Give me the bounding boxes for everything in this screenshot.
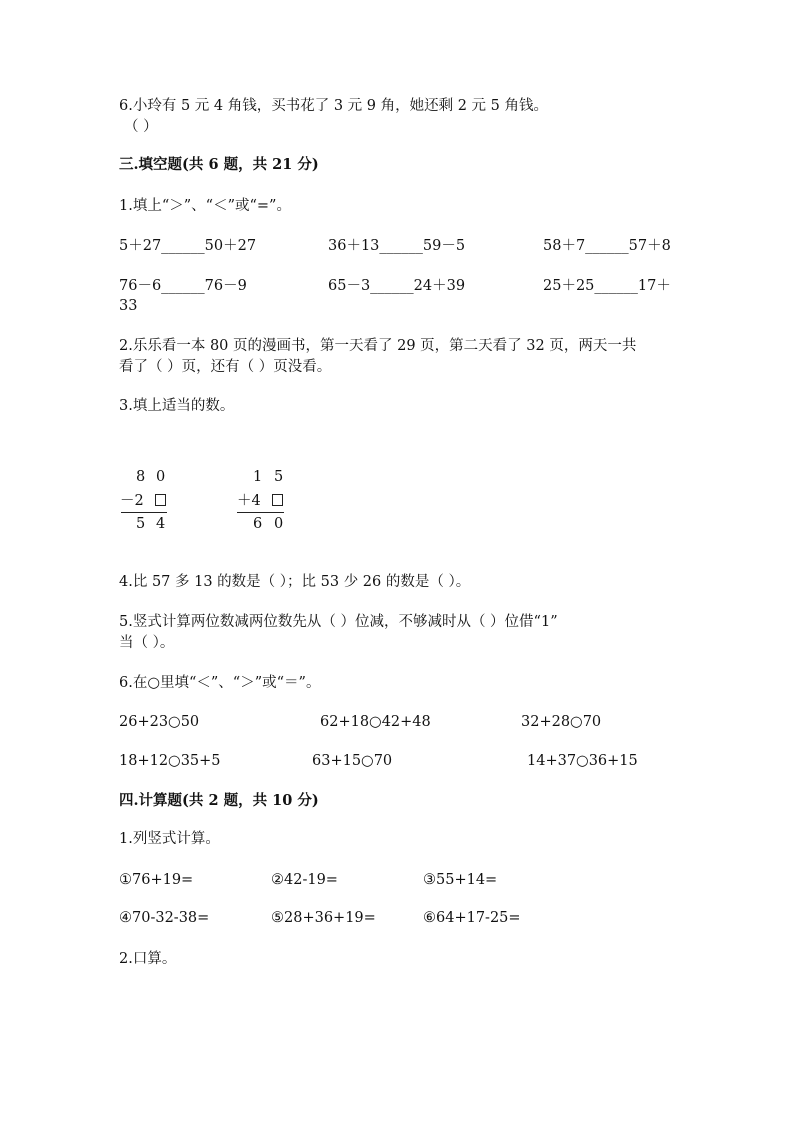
sum-line bbox=[121, 512, 167, 513]
compare-item[interactable]: 25＋25______17＋ bbox=[543, 278, 671, 294]
s4-question-1-text: 1.列竖式计算。 bbox=[119, 831, 220, 847]
digit: 8 bbox=[136, 469, 146, 485]
vertical-calc-item[interactable]: ⑤28+36+19= bbox=[271, 910, 376, 926]
compare-item[interactable]: 36＋13______59－5 bbox=[328, 238, 466, 254]
vertical-addition bbox=[236, 470, 296, 530]
section-4-title: 四.计算题(共 2 题，共 10 分) bbox=[119, 792, 319, 809]
circle-compare-item[interactable]: 26+23○50 bbox=[119, 714, 200, 730]
vertical-calc-item[interactable]: ④70-32-38= bbox=[119, 910, 210, 926]
circle-compare-item[interactable]: 18+12○35+5 bbox=[119, 753, 221, 769]
vertical-subtraction bbox=[118, 470, 178, 530]
vertical-calc-item[interactable]: ③55+14= bbox=[423, 872, 498, 888]
vertical-calc-item[interactable]: ②42-19= bbox=[271, 872, 338, 888]
operator-digit: －2 bbox=[120, 493, 144, 509]
circle-compare-item[interactable]: 63+15○70 bbox=[312, 753, 393, 769]
digit: 1 bbox=[253, 469, 263, 485]
vertical-calc-item[interactable]: ⑥64+17-25= bbox=[423, 910, 521, 926]
sum-line bbox=[237, 512, 284, 513]
operator-digit: ＋4 bbox=[237, 493, 261, 509]
circle-compare-item[interactable]: 62+18○42+48 bbox=[320, 714, 431, 730]
circle-compare-item[interactable]: 32+28○70 bbox=[521, 714, 602, 730]
s3-question-2-line2[interactable]: 看了（ ）页，还有（ ）页没看。 bbox=[119, 359, 332, 375]
digit: 0 bbox=[274, 516, 284, 532]
answer-box[interactable] bbox=[272, 494, 283, 506]
s4-question-2-text: 2.口算。 bbox=[119, 951, 177, 967]
s3-question-4-text[interactable]: 4.比 57 多 13 的数是（ ）；比 53 少 26 的数是（ ）。 bbox=[119, 574, 471, 590]
compare-item[interactable]: 65－3______24＋39 bbox=[328, 278, 466, 294]
vertical-calc-item[interactable]: ①76+19= bbox=[119, 872, 194, 888]
s3-question-5-line1[interactable]: 5.竖式计算两位数减两位数先从（ ）位减，不够减时从（ ）位借“1” bbox=[119, 614, 558, 630]
section-3-title: 三.填空题(共 6 题，共 21 分) bbox=[119, 156, 319, 173]
digit: 5 bbox=[136, 516, 146, 532]
digit: 6 bbox=[253, 516, 263, 532]
s3-question-2-line1: 2.乐乐看一本 80 页的漫画书，第一天看了 29 页，第二天看了 32 页，两天一共 bbox=[119, 338, 637, 354]
answer-box[interactable] bbox=[155, 494, 166, 506]
circle-compare-item[interactable]: 14+37○36+15 bbox=[527, 753, 638, 769]
s3-question-3-text: 3.填上适当的数。 bbox=[119, 398, 235, 414]
s3-question-6-text: 6.在○里填“＜”、“＞”或“＝”。 bbox=[119, 675, 321, 691]
compare-item-wrap: 33 bbox=[119, 298, 138, 314]
compare-item[interactable]: 5＋27______50＋27 bbox=[119, 238, 257, 254]
s3-question-5-line2[interactable]: 当（ ）。 bbox=[119, 635, 175, 651]
digit: 5 bbox=[274, 469, 284, 485]
s3-question-1-text: 1.填上“＞”、“＜”或“=”。 bbox=[119, 198, 291, 214]
compare-item[interactable]: 76－6______76－9 bbox=[119, 278, 247, 294]
digit: 4 bbox=[156, 516, 166, 532]
compare-item[interactable]: 58＋7______57＋8 bbox=[543, 238, 671, 254]
question-6-answer-blank[interactable]: （ ） bbox=[124, 119, 158, 135]
question-6-text: 6.小玲有 5 元 4 角钱，买书花了 3 元 9 角，她还剩 2 元 5 角钱。 bbox=[119, 98, 548, 114]
digit: 0 bbox=[156, 469, 166, 485]
